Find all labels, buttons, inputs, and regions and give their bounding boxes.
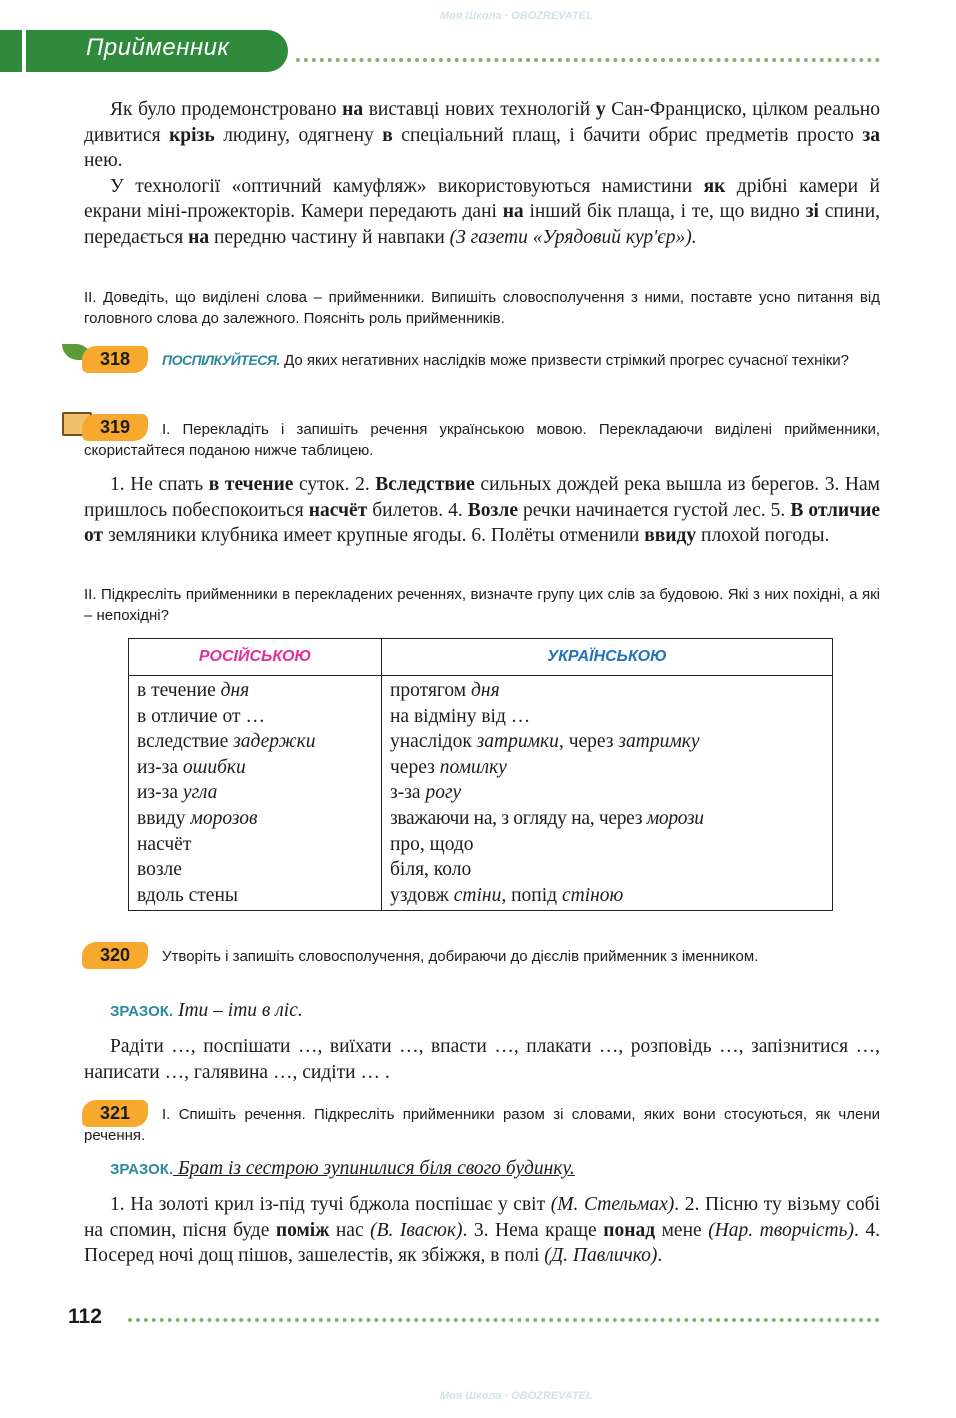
intro-text [84, 97, 880, 250]
table-cell: з-за рогу [390, 782, 462, 804]
table-header-ru: РОСІЙСЬКОЮ [129, 639, 382, 676]
table-cell: вследствие задержки [137, 731, 316, 753]
intro-paragraph-1: Як було продемонстровано на виставці нових технологій у Сан-Франциско, цілком реально дивитися крізь людину, одягнену в спеціальний плащ, і бачити обрис предметів просто за нею. [84, 99, 880, 171]
table-cell: уздовж стіни, попід стіною [390, 884, 624, 906]
header-accent [0, 30, 22, 72]
exercise-321-sample: ЗРАЗОК. Брат із сестрою зупинилися біля свого будинку. [110, 1158, 575, 1179]
exercise-319-task-2: II. Підкресліть прийменники в перекладених реченнях, визначте групу цих слів за будовою. Які з них похідні, а які – непохідні? [84, 586, 880, 624]
header-dots [296, 58, 880, 62]
table-cell: возле [137, 859, 182, 881]
page-number: 112 [68, 1305, 102, 1328]
table-column-ru [129, 676, 382, 911]
exercise-number: 319 [82, 414, 148, 441]
table-cell: ввиду морозов [137, 807, 258, 829]
table-cell: через помилку [390, 756, 507, 778]
exercise-320-task: Утворіть і запишіть словосполучення, добираючи до дієслів прийменник з іменником. [162, 948, 759, 965]
table-cell: біля, коло [390, 859, 472, 881]
table-cell: протягом дня [390, 680, 500, 701]
page-title: Прийменник [86, 34, 230, 61]
exercise-319-task-1: I. Перекладіть і запишіть речення українською мовою. Перекладаючи виділені прийменники, скористайтеся поданою нижче таблицею. [84, 421, 880, 459]
table-cell: из-за угла [137, 782, 218, 804]
table-cell: насчёт [137, 833, 192, 855]
table-column-ua [382, 676, 833, 911]
footer-dots [128, 1318, 880, 1322]
exercise-321-task: I. Спишіть речення. Підкресліть прийменники разом зі словами, яких вони стосуються, як члени речення. [84, 1106, 880, 1144]
exercise-320-sample: ЗРАЗОК. Іти – іти в ліс. [110, 1000, 303, 1021]
table-cell: зважаючи на, з огляду на, через морози [390, 807, 704, 829]
exercise-number: 318 [82, 346, 148, 373]
exercise-number: 320 [82, 942, 148, 969]
table-cell: унаслідок затримки, через затримку [390, 731, 700, 753]
exercise-318-text: ПОСПІЛКУЙТЕСЯ. До яких негативних наслідків може призвести стрімкий прогрес сучасної техніки? [162, 352, 849, 369]
task-2: II. Доведіть, що виділені слова – прийменники. Випишіть словосполучення з ними, поставте усно питання від головного слова до залежного. Поясніть роль прийменників. [84, 289, 880, 327]
table-cell: про, щодо [390, 833, 474, 855]
sample-label: ЗРАЗОК. [110, 1161, 174, 1178]
source-citation: (З газети «Урядовий кур'єр»). [449, 226, 697, 248]
table-cell: на відміну від … [390, 705, 531, 727]
table-cell: из-за ошибки [137, 756, 246, 778]
watermark: Моя Школа · OBOZREVATEL [440, 10, 593, 22]
table-header-ua: УКРАЇНСЬКОЮ [382, 639, 833, 676]
table-cell: в течение дня [137, 680, 250, 701]
sample-label: ЗРАЗОК. [110, 1003, 174, 1020]
intro-paragraph-2: У технології «оптичний камуфляж» використовуються намистини як дрібні камери й екрани міні-прожекторів. Камери передають дані на інший бік плаща, і те, що видно зі спини, передається на передню частину й навпаки (З газети «Урядовий кур'єр»). [84, 175, 881, 248]
table-cell: в отличие от … [137, 705, 265, 727]
exercise-320-words: Радіти …, поспішати …, виїхати …, впасти …, плакати …, розповідь …, запізнитися …, написати …, галявина …, сидіти … . [84, 1036, 880, 1083]
exercise-321-sentences: 1. На золоті крил із-під тучі бджола поспішає у світ (М. Стельмах). 2. Пісню ту візьму собі на спомин, пісня буде поміж нас (В. Івасюк). 3. Нема краще понад мене (Нар. творчість). 4. Посеред ночі дощ пішов, зашелестів, як збіжжя, в полі (Д. Павличко). [84, 1194, 881, 1266]
table-cell: вдоль стены [137, 884, 239, 906]
translation-table [128, 638, 833, 911]
exercise-number: 321 [82, 1100, 148, 1127]
exercise-label: ПОСПІЛКУЙТЕСЯ. [162, 352, 280, 368]
watermark: Моя Школа · OBOZREVATEL [440, 1390, 593, 1402]
exercise-319-sentences: 1. Не спать в течение суток. 2. Вследствие сильных дождей река вышла из берегов. 3. Нам пришлось побеспокоиться насчёт билетов. 4. Возле речки начинается густой лес. 5. В отличие от земляники клубника имеет крупные ягоды. 6. Полёты отменили ввиду плохой погоды. [84, 474, 881, 546]
